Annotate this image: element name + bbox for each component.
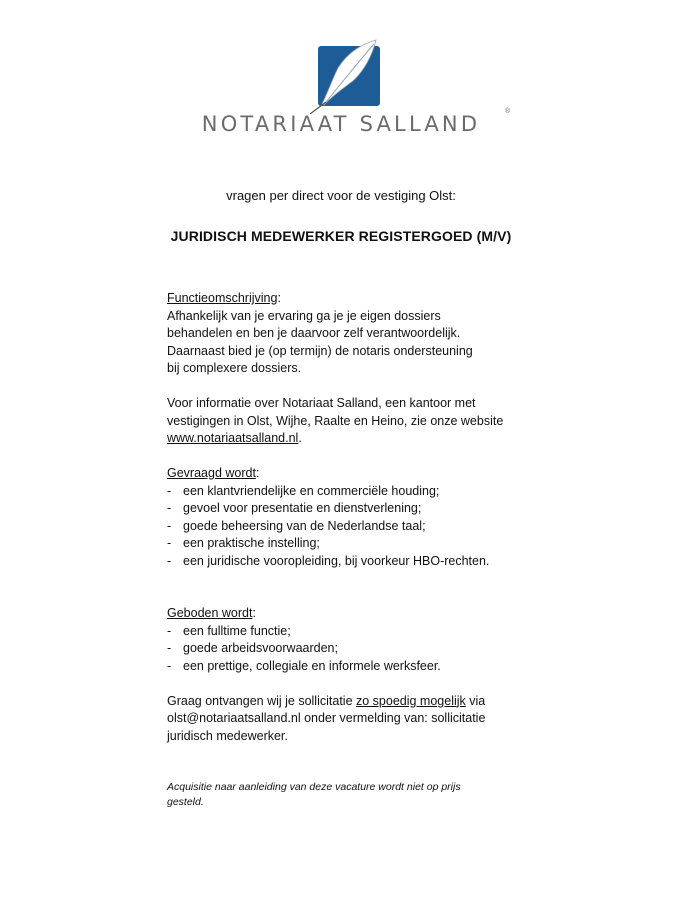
registered-mark: ® [505, 108, 511, 115]
application-email-line: olst@notariaatsalland.nl onder vermelding van: sollicitatie [167, 711, 486, 725]
offered-heading: Geboden wordt [167, 606, 253, 620]
description-section: Functieomschrijving: [167, 291, 281, 305]
application-line: juridisch medewerker. [167, 728, 288, 743]
description-line: bij complexere dossiers. [167, 361, 302, 375]
application-emphasis: zo spoedig mogelijk [356, 693, 466, 708]
description-line: Daarnaast bied je (op termijn) de notaris ondersteuning [167, 343, 473, 358]
list-item: - een klantvriendelijke en commerciële houding; [167, 483, 527, 501]
intro-text: vragen per direct voor de vestiging Olst: [226, 188, 456, 203]
list-item: - een praktische instelling; [167, 535, 527, 553]
logo-wordmark: NOTARIAAT SALLAND [201, 112, 481, 136]
list-item: - een fulltime functie; [167, 623, 527, 641]
description-line: behandelen en ben je daarvoor zelf verantwoordelijk. [167, 326, 461, 340]
offered-list [167, 623, 527, 676]
company-logo [0, 36, 682, 146]
list-item: - een prettige, collegiale en informele werksfeer. [167, 658, 527, 676]
description-heading: Functieomschrijving [167, 291, 278, 305]
list-item: - goede beheersing van de Nederlandse taal; [167, 518, 527, 536]
description-line: Afhankelijk van je ervaring ga je je eigen dossiers [167, 308, 441, 323]
info-line: Voor informatie over Notariaat Salland, een kantoor met [167, 396, 476, 410]
disclaimer-line: gesteld. [167, 796, 204, 808]
requested-section: Gevraagd wordt: [167, 466, 260, 480]
list-item: - gevoel voor presentatie en dienstverlening; [167, 500, 527, 518]
requested-heading: Gevraagd wordt [167, 466, 256, 480]
vacancy-body [167, 290, 527, 810]
list-item: - een juridische vooropleiding, bij voorkeur HBO-rechten. [167, 553, 527, 571]
list-item: - goede arbeidsvoorwaarden; [167, 640, 527, 658]
application-line: Graag ontvangen wij je sollicitatie zo spoedig mogelijk via [167, 693, 486, 708]
requested-list [167, 483, 527, 571]
website-link[interactable]: www.notariaatsalland.nl [167, 431, 299, 445]
disclaimer-line: Acquisitie naar aanleiding van deze vacature wordt niet op prijs [167, 781, 461, 793]
info-line: vestigingen in Olst, Wijhe, Raalte en Heino, zie onze website [167, 413, 504, 428]
job-title: JURIDISCH MEDEWERKER REGISTERGOED (M/V) [170, 228, 512, 244]
offered-section: Geboden wordt: [167, 606, 256, 620]
quill-logo-icon [304, 38, 392, 114]
info-website-line: www.notariaatsalland.nl. [167, 431, 302, 445]
